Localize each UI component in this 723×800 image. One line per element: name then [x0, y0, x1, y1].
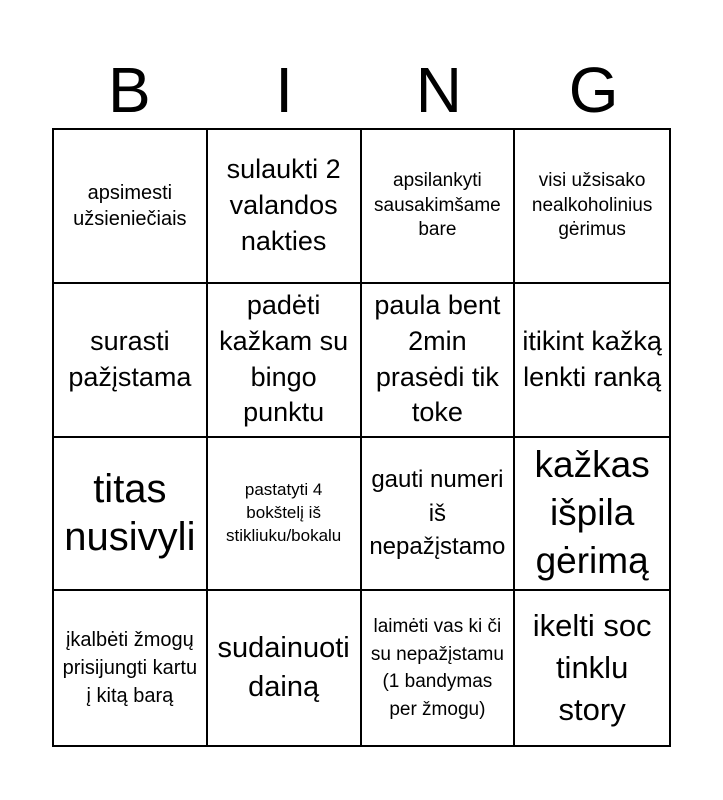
cell-text: laimėti vas ki či su nepažįstamu (1 bandymas per žmogu) [370, 616, 504, 720]
cell-text: apsilankyti sausakimšame bare [374, 169, 501, 241]
header-letter-b: B [108, 54, 151, 126]
bingo-cell[interactable] [362, 130, 516, 284]
bingo-cell[interactable] [515, 284, 669, 438]
cell-text: itikint kažką lenkti ranką [522, 326, 662, 392]
bingo-cell[interactable] [362, 284, 516, 438]
bingo-cell[interactable] [515, 130, 669, 284]
bingo-cell[interactable] [515, 591, 669, 745]
cell-text: sudainuoti dainą [217, 631, 350, 704]
bingo-cell[interactable] [208, 130, 362, 284]
bingo-cell[interactable] [515, 438, 669, 592]
header-letter-i: I [275, 54, 294, 126]
bingo-cell[interactable] [208, 438, 362, 592]
cell-text: titas nusivyli [64, 467, 196, 560]
cell-text: kažkas išpila gėrimą [534, 444, 650, 582]
bingo-cell[interactable] [54, 591, 208, 745]
bingo-cell[interactable] [54, 438, 208, 592]
cell-text: paula bent 2min prasėdi tik toke [374, 290, 501, 428]
header-letter-g: G [568, 54, 619, 126]
cell-text: surasti pažįstama [68, 326, 192, 392]
cell-text: ikelti soc tinklu story [532, 608, 652, 728]
bingo-cell[interactable] [362, 591, 516, 745]
cell-text: įkalbėti žmogų prisijungti kartu į kitą barą [62, 629, 198, 708]
cell-text: sulaukti 2 valandos nakties [226, 154, 341, 256]
cell-text: apsimesti užsieniečiais [73, 181, 187, 230]
cell-text: gauti numeri iš nepažįstamo [369, 465, 506, 561]
bingo-cell[interactable] [208, 284, 362, 438]
bingo-grid [52, 128, 671, 747]
bingo-cell[interactable] [362, 438, 516, 592]
bingo-header [52, 52, 671, 128]
header-letter-n: N [415, 54, 462, 126]
bingo-cell[interactable] [54, 284, 208, 438]
bingo-cell[interactable] [208, 591, 362, 745]
bingo-cell[interactable] [54, 130, 208, 284]
cell-text: visi užsisako nealkoholinius gėrimus [531, 169, 653, 241]
cell-text: padėti kažkam su bingo punktu [219, 290, 349, 428]
cell-text: pastatyti 4 bokštelį iš stikliuku/bokalu [225, 479, 342, 545]
